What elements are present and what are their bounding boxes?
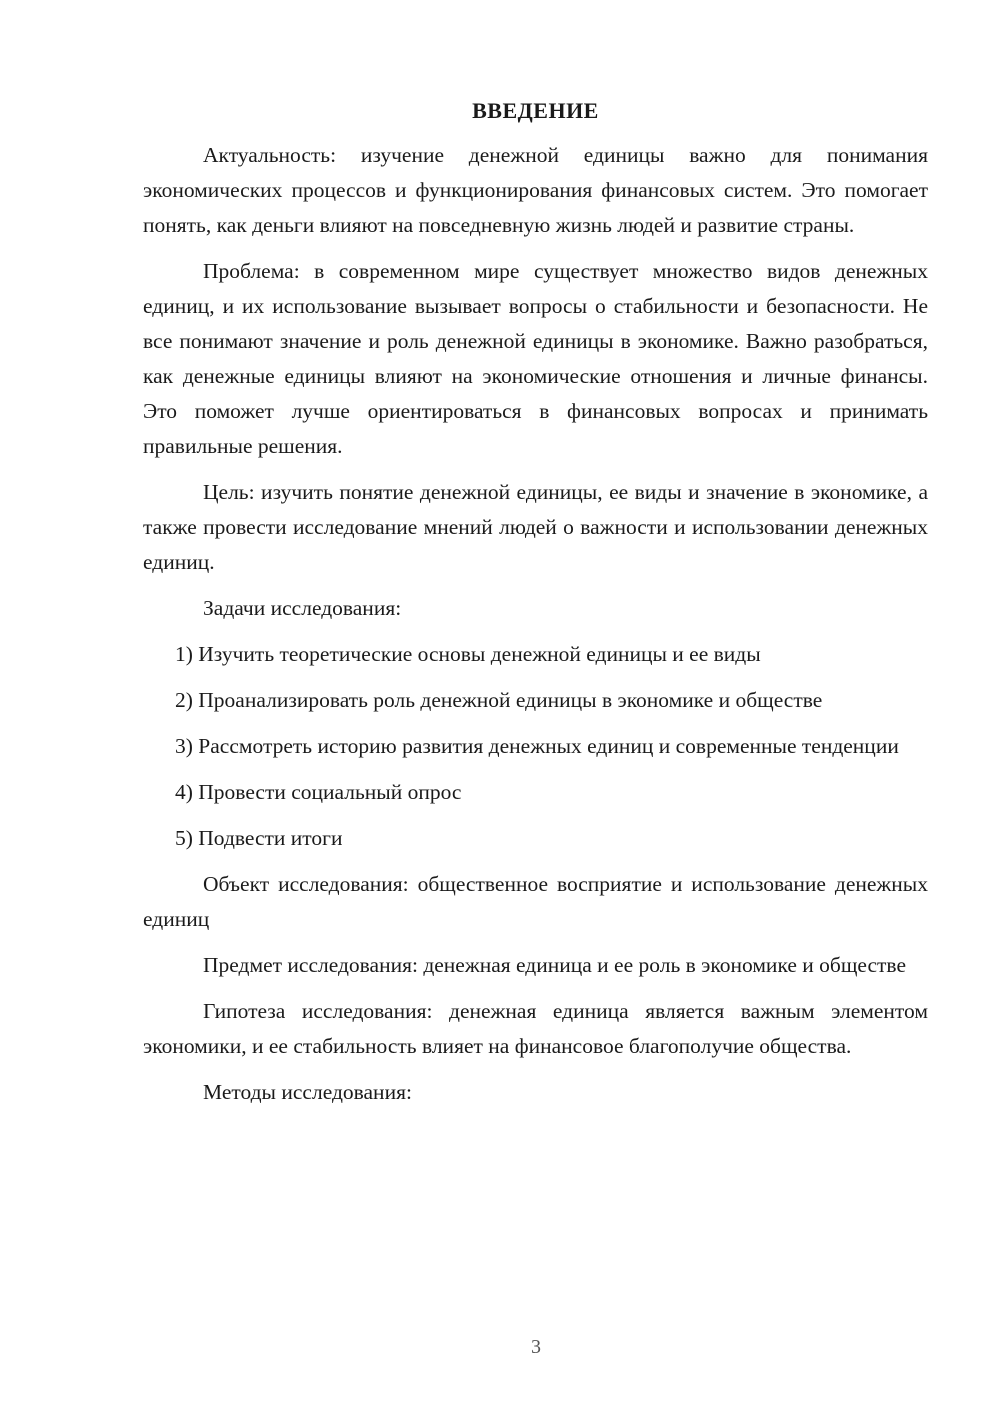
task-item-2: 2) Проанализировать роль денежной единицы в экономике и обществе: [175, 688, 823, 712]
task-item-4: 4) Провести социальный опрос: [175, 780, 462, 804]
relevance-paragraph: Актуальность: изучение денежной единицы важно для понимания экономических процессов и функционирования финансовых систем. Это помогает понять, как деньги влияют на повседневную жизнь людей и развитие страны.: [143, 143, 928, 237]
problem-paragraph: Проблема: в современном мире существует множество видов денежных единиц, и их использование вызывает вопросы о стабильности и безопасности. Не все понимают значение и роль денежной единицы в экономике. Важно разобраться, как денежные единицы влияют на экономические отношения и личные финансы. Это поможет лучше ориентироваться в финансовых вопросах и принимать правильные решения.: [143, 259, 928, 458]
object-paragraph: Объект исследования: общественное восприятие и использование денежных единиц: [143, 872, 928, 931]
task-item-5: 5) Подвести итоги: [175, 826, 343, 850]
goal-paragraph: Цель: изучить понятие денежной единицы, ее виды и значение в экономике, а также провести исследование мнений людей о важности и использовании денежных единиц.: [143, 480, 928, 574]
hypothesis-paragraph: Гипотеза исследования: денежная единица является важным элементом экономики, и ее стабильность влияет на финансовое благополучие общества.: [143, 999, 928, 1058]
methods-heading: Методы исследования:: [203, 1080, 412, 1104]
task-item-1: 1) Изучить теоретические основы денежной единицы и ее виды: [175, 642, 761, 666]
tasks-list: [143, 637, 928, 856]
tasks-heading: Задачи исследования:: [203, 596, 402, 620]
subject-paragraph: Предмет исследования: денежная единица и ее роль в экономике и обществе: [203, 953, 906, 977]
page-title: ВВЕДЕНИЕ: [472, 98, 599, 123]
page-number: 3: [531, 1336, 541, 1358]
task-item-3: 3) Рассмотреть историю развития денежных единиц и современные тенденции: [175, 734, 899, 758]
document-page: [143, 96, 928, 1121]
